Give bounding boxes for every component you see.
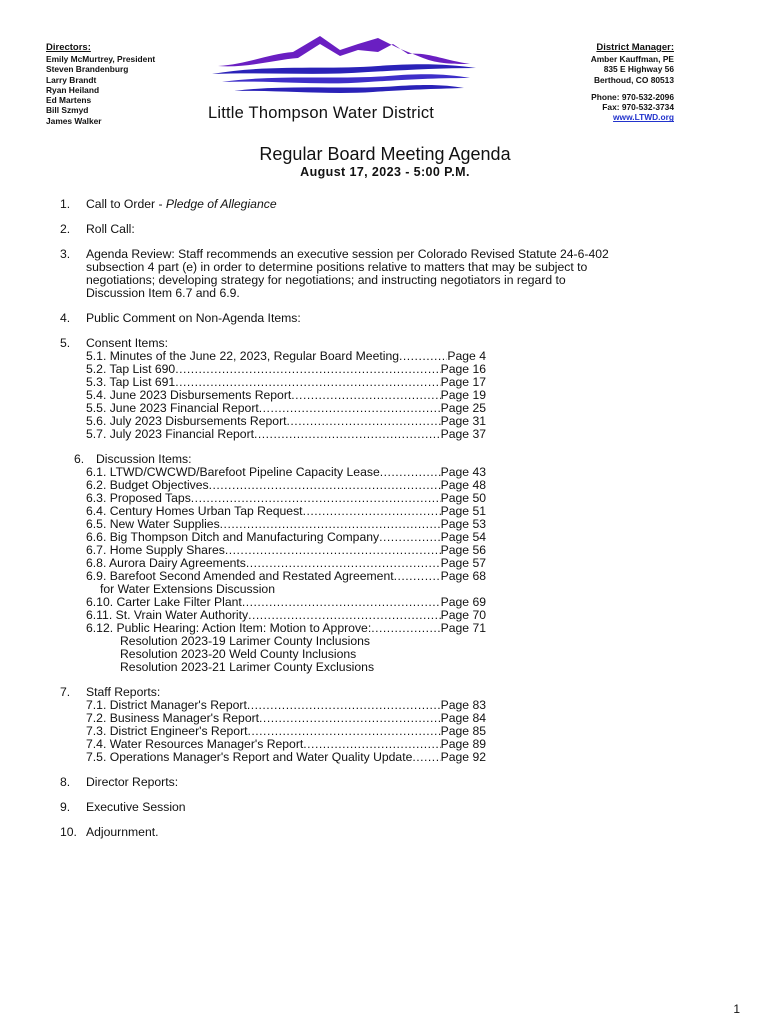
item-number: 5.	[60, 336, 71, 350]
agenda-item-10	[60, 826, 700, 839]
discussion-subitem: 6.3. Proposed Taps ..... Page 50	[86, 492, 486, 505]
item-text: Roll Call:	[86, 222, 135, 236]
discussion-subitem: 6.6. Big Thompson Ditch and Manufacturing Company ..... Page 54	[86, 531, 486, 544]
discussion-subitem: 6.9. Barefoot Second Amended and Restated Agreement ..... Page 68	[86, 570, 486, 583]
item-text: Executive Session	[86, 800, 186, 814]
item-number: 9.	[60, 800, 71, 814]
discussion-subitem: 6.4. Century Homes Urban Tap Request ..... Page 51	[86, 505, 486, 518]
staff-report-subitem: 7.1. District Manager's Report ..... Page 83	[86, 699, 486, 712]
district-logo	[208, 34, 480, 126]
item-number: 7.	[60, 685, 71, 699]
consent-subitem: 5.3. Tap List 691 ..... Page 17	[86, 376, 486, 389]
item-number: 1.	[60, 197, 71, 211]
item-text: Adjournment.	[86, 825, 159, 839]
director-name: Larry Brandt	[46, 74, 97, 85]
discussion-subitem: 6.2. Budget Objectives ..... Page 48	[86, 479, 486, 492]
manager-heading: District Manager:	[596, 42, 674, 53]
agenda-item-3	[60, 248, 700, 300]
item-line: Agenda Review: Staff recommends an executive session per Colorado Revised Statute 24-6-402	[86, 247, 609, 261]
item-text: Call to Order -	[86, 197, 166, 211]
page-number: 1	[733, 1002, 740, 1016]
item-text: Discussion Items:	[96, 452, 192, 466]
item-number: 10.	[60, 825, 77, 839]
item-text: Consent Items:	[86, 336, 168, 350]
manager-name: Amber Kauffman, PE	[590, 54, 674, 64]
consent-subitem: 5.6. July 2023 Disbursements Report ..... Page 31	[86, 415, 486, 428]
staff-report-subitem: 7.2. Business Manager's Report ..... Page 84	[86, 712, 486, 725]
manager-city: Berthoud, CO 80513	[593, 74, 674, 85]
manager-fax: Fax: 970-532-3734	[602, 102, 674, 113]
item-text: Director Reports:	[86, 775, 179, 789]
mountain-shape	[218, 36, 470, 66]
directors-heading: Directors:	[46, 42, 91, 53]
district-name: Little Thompson Water District	[208, 104, 435, 122]
agenda-item-2	[60, 223, 700, 236]
website-link[interactable]: www.LTWD.org	[613, 112, 674, 123]
staff-report-subitem: 7.5. Operations Manager's Report and Water Quality Update ..... Page 92	[86, 751, 486, 764]
agenda-item-6	[60, 453, 700, 674]
item-text: Staff Reports:	[86, 685, 161, 699]
director-name: Ryan Heiland	[46, 84, 100, 95]
staff-report-subitem: 7.4. Water Resources Manager's Report ..... Page 89	[86, 738, 486, 751]
agenda-list	[60, 198, 700, 851]
item-line: negotiations; developing strategy for negotiations; and instructing negotiators in regard to	[86, 273, 566, 287]
water-wave-2	[222, 74, 470, 83]
agenda-item-9	[60, 801, 700, 814]
manager-phone: Phone: 970-532-2096	[591, 91, 674, 102]
discussion-subitem: 6.11. St. Vrain Water Authority ..... Page 70	[86, 609, 486, 622]
item-line: Discussion Item 6.7 and 6.9.	[86, 286, 240, 300]
subitem-continuation: for Water Extensions Discussion	[100, 582, 275, 596]
director-name: James Walker	[46, 115, 102, 126]
discussion-subitem: 6.8. Aurora Dairy Agreements ..... Page 57	[86, 557, 486, 570]
water-wave-3	[234, 85, 464, 93]
director-name: Bill Szmyd	[46, 105, 89, 116]
resolution-line: Resolution 2023-19 Larimer County Inclusions	[120, 634, 370, 648]
item-number: 4.	[60, 311, 71, 325]
resolution-line: Resolution 2023-21 Larimer County Exclusions	[120, 660, 375, 674]
agenda-item-8	[60, 776, 700, 789]
agenda-item-5	[60, 337, 700, 441]
discussion-subitem: 6.7. Home Supply Shares ..... Page 56	[86, 544, 486, 557]
item-italic: Pledge of Allegiance	[165, 197, 277, 211]
item-number: 3.	[60, 247, 71, 261]
consent-subitem: 5.5. June 2023 Financial Report ..... Page 25	[86, 402, 486, 415]
agenda-item-4	[60, 312, 700, 325]
manager-block	[591, 42, 674, 123]
director-name: Ed Martens	[46, 95, 92, 106]
page-title: Regular Board Meeting Agenda	[259, 144, 511, 164]
item-number: 8.	[60, 775, 71, 789]
consent-subitem: 5.1. Minutes of the June 22, 2023, Regular Board Meeting ..... Page 4	[86, 350, 486, 363]
discussion-subitem: 6.12. Public Hearing: Action Item: Motion to Approve: ..... Page 71	[86, 622, 486, 635]
resolution-line: Resolution 2023-20 Weld County Inclusions	[120, 647, 357, 661]
directors-block	[46, 42, 155, 126]
agenda-item-1	[60, 198, 700, 211]
consent-subitem: 5.7. July 2023 Financial Report ..... Page 37	[86, 428, 486, 441]
item-line: subsection 4 part (e) in order to determine positions relative to matters that may be subject to	[86, 260, 588, 274]
water-wave-1	[212, 64, 476, 74]
discussion-subitem: 6.5. New Water Supplies ..... Page 53	[86, 518, 486, 531]
mountain-water-logo-icon	[208, 34, 480, 104]
consent-subitem: 5.2. Tap List 690 ..... Page 16	[86, 363, 486, 376]
director-name: Emily McMurtrey, President	[46, 54, 156, 64]
discussion-subitem: 6.10. Carter Lake Filter Plant ..... Page 69	[86, 596, 486, 609]
item-number: 6.	[74, 452, 85, 466]
manager-address: 835 E Highway 56	[603, 64, 674, 75]
item-text: Public Comment on Non-Agenda Items:	[86, 311, 301, 325]
consent-subitem: 5.4. June 2023 Disbursements Report ..... Page 19	[86, 389, 486, 402]
staff-report-subitem: 7.3. District Engineer's Report ..... Page 85	[86, 725, 486, 738]
director-name: Steven Brandenburg	[46, 64, 129, 75]
agenda-item-7	[60, 686, 700, 764]
discussion-subitem: 6.1. LTWD/CWCWD/Barefoot Pipeline Capacity Lease ..... Page 43	[86, 466, 486, 479]
meeting-date: August 17, 2023 - 5:00 P.M.	[300, 165, 470, 179]
item-number: 2.	[60, 222, 71, 236]
